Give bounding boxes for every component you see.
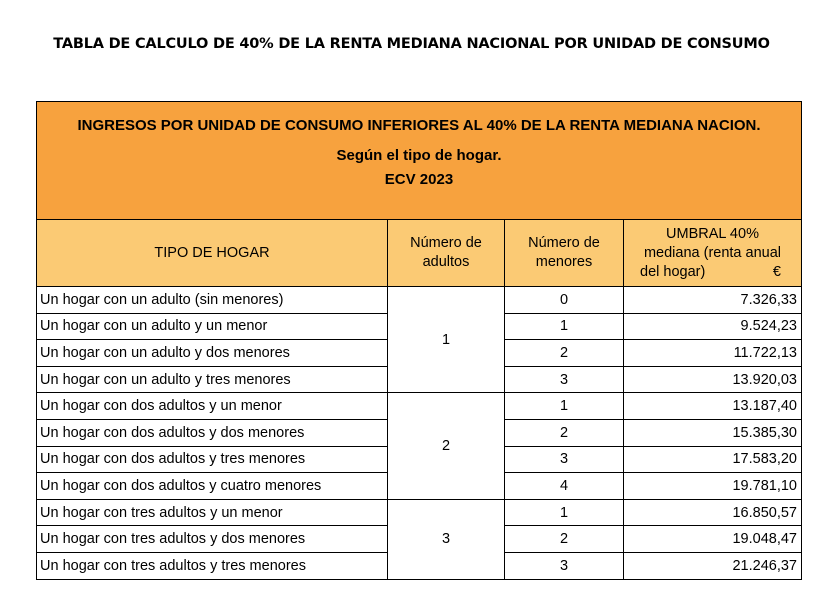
- banner-survey: ECV 2023: [384, 171, 454, 188]
- tipo-hogar-cell: Un hogar con dos adultos y un menor: [37, 393, 388, 420]
- tipo-hogar-cell: Un hogar con un adulto y un menor: [37, 313, 388, 340]
- header-umbral: UMBRAL 40% mediana (renta anual del hogar) €: [624, 220, 802, 287]
- tipo-hogar-cell: Un hogar con dos adultos y cuatro menores: [37, 473, 388, 500]
- numero-menores-cell: 2: [505, 419, 624, 446]
- numero-menores-cell: 3: [505, 552, 624, 579]
- numero-menores-cell: 1: [505, 313, 624, 340]
- numero-menores-cell: 2: [505, 340, 624, 367]
- numero-adultos-cell: 2: [388, 393, 505, 499]
- umbral-cell: 21.246,37: [624, 552, 802, 579]
- numero-menores-cell: 3: [505, 446, 624, 473]
- tipo-hogar-cell: Un hogar con un adulto (sin menores): [37, 287, 388, 314]
- umbral-cell: 15.385,30: [624, 419, 802, 446]
- table-row: [37, 287, 802, 314]
- page-title: TABLA DE CALCULO DE 40% DE LA RENTA MEDIANA NACIONAL POR UNIDAD DE CONSUMO: [53, 36, 770, 52]
- banner-row: [37, 102, 802, 220]
- numero-menores-cell: 4: [505, 473, 624, 500]
- header-numero-menores: Número de menores: [505, 220, 624, 287]
- tipo-hogar-cell: Un hogar con tres adultos y tres menores: [37, 552, 388, 579]
- numero-adultos-cell: 1: [388, 287, 505, 393]
- tipo-hogar-cell: Un hogar con dos adultos y tres menores: [37, 446, 388, 473]
- umbral-cell: 19.048,47: [624, 526, 802, 553]
- umbral-cell: 9.524,23: [624, 313, 802, 340]
- table-row: [37, 499, 802, 526]
- header-row: [37, 220, 802, 287]
- tipo-hogar-cell: Un hogar con un adulto y tres menores: [37, 366, 388, 393]
- euro-symbol: €: [772, 263, 781, 280]
- umbral-cell: 13.187,40: [624, 393, 802, 420]
- banner-subtitle: Según el tipo de hogar.: [336, 147, 502, 164]
- tipo-hogar-cell: Un hogar con tres adultos y un menor: [37, 499, 388, 526]
- table-row: [37, 393, 802, 420]
- umbral-cell: 11.722,13: [624, 340, 802, 367]
- banner-title: INGRESOS POR UNIDAD DE CONSUMO INFERIORES AL 40% DE LA RENTA MEDIANA NACION.: [77, 117, 761, 134]
- renta-table: [36, 101, 802, 580]
- umbral-cell: 17.583,20: [624, 446, 802, 473]
- tipo-hogar-cell: Un hogar con un adulto y dos menores: [37, 340, 388, 367]
- table-banner: [37, 102, 802, 220]
- umbral-cell: 7.326,33: [624, 287, 802, 314]
- header-tipo-hogar: TIPO DE HOGAR: [37, 220, 388, 287]
- numero-adultos-cell: 3: [388, 499, 505, 579]
- numero-menores-cell: 1: [505, 393, 624, 420]
- tipo-hogar-cell: Un hogar con tres adultos y dos menores: [37, 526, 388, 553]
- numero-menores-cell: 1: [505, 499, 624, 526]
- numero-menores-cell: 3: [505, 366, 624, 393]
- header-numero-adultos: Número de adultos: [388, 220, 505, 287]
- umbral-cell: 19.781,10: [624, 473, 802, 500]
- tipo-hogar-cell: Un hogar con dos adultos y dos menores: [37, 419, 388, 446]
- numero-menores-cell: 0: [505, 287, 624, 314]
- numero-menores-cell: 2: [505, 526, 624, 553]
- umbral-cell: 13.920,03: [624, 366, 802, 393]
- table-body: [37, 102, 802, 580]
- umbral-cell: 16.850,57: [624, 499, 802, 526]
